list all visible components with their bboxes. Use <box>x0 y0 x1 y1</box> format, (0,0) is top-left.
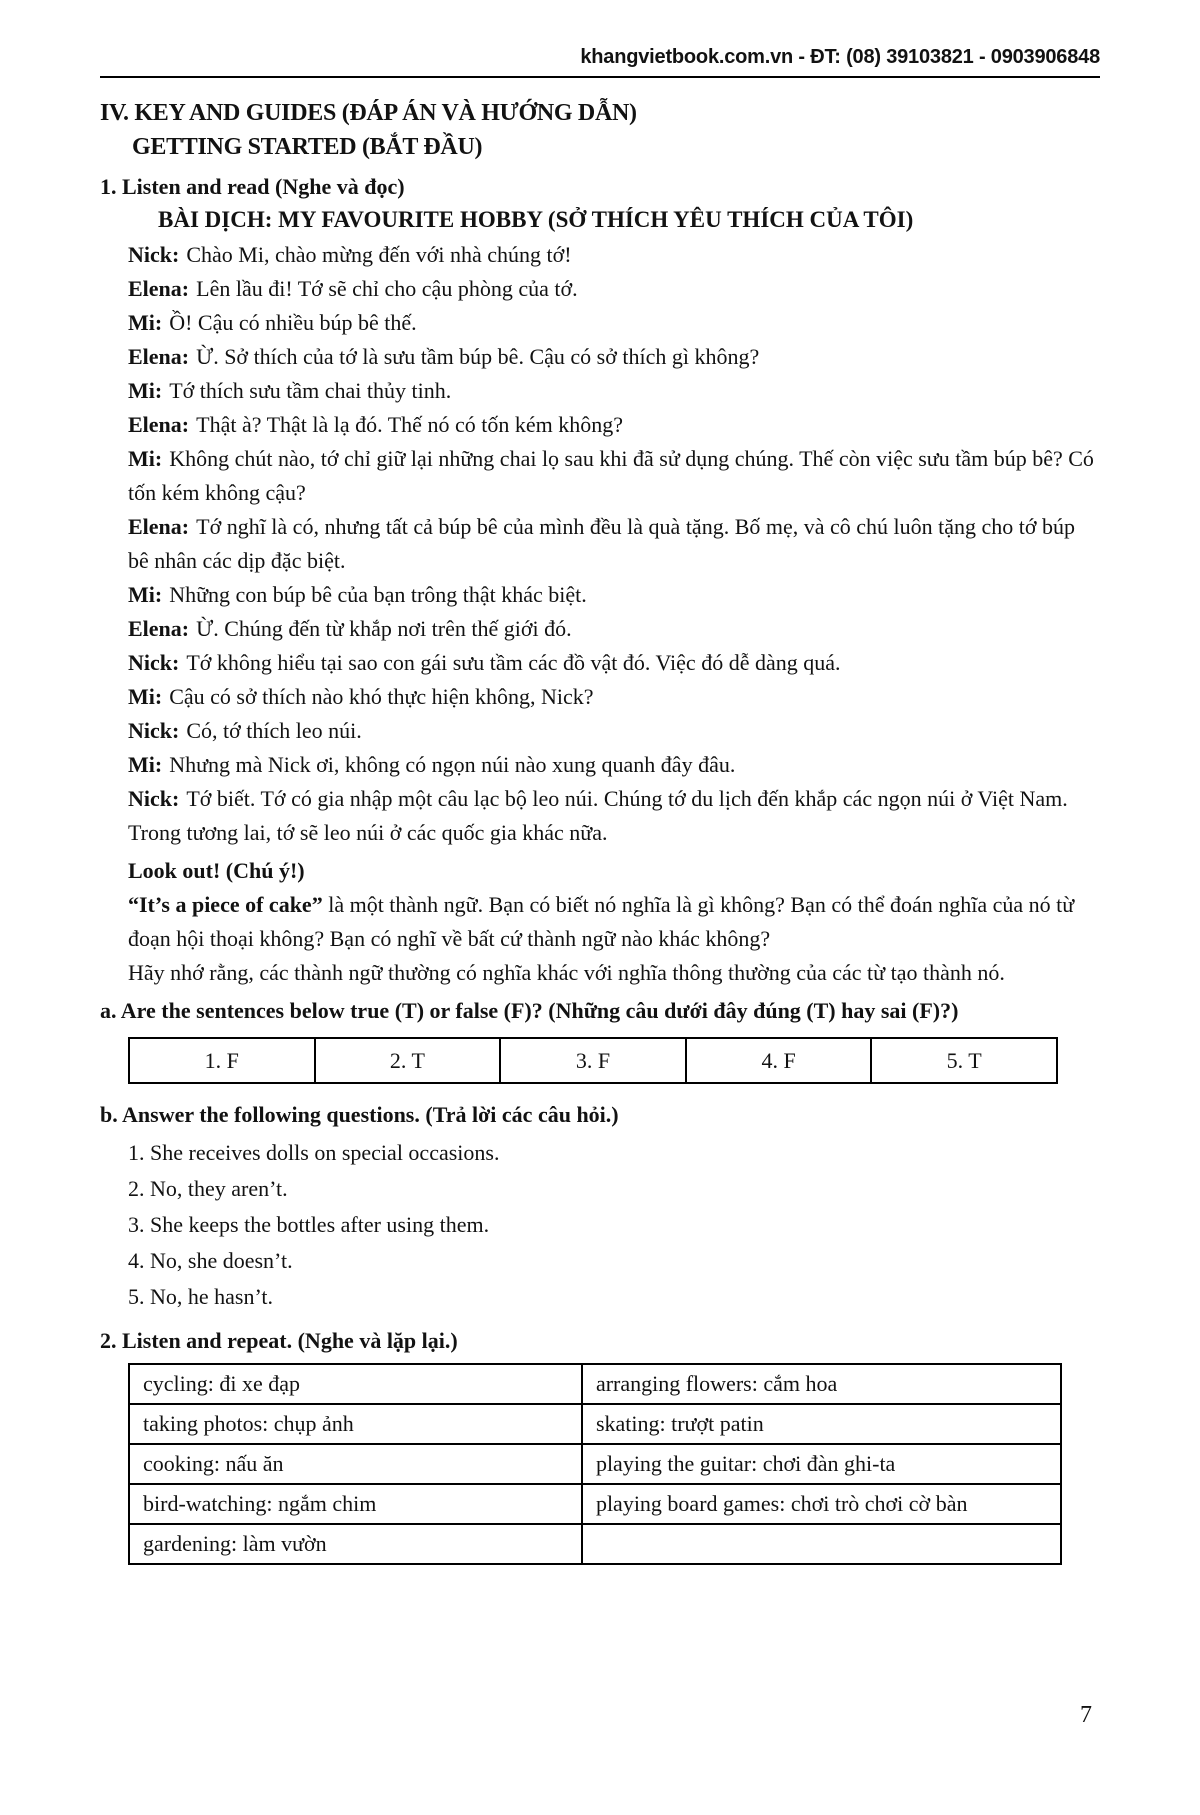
dialogue-line <box>128 238 1100 272</box>
vocab-cell-right: playing the guitar: chơi đàn ghi-ta <box>582 1444 1061 1484</box>
sub-heading: GETTING STARTED (BẮT ĐẦU) <box>132 134 483 160</box>
dialogue-line <box>128 442 1100 510</box>
lookout-label: Look out! (Chú ý!) <box>128 858 305 883</box>
dialogue-line <box>128 408 1100 442</box>
dialogue-text: Thật à? Thật là lạ đó. Thế nó có tốn kém không? <box>196 412 623 437</box>
dialogue-line <box>128 782 1100 850</box>
speaker-name: Elena: <box>128 514 190 539</box>
idiom-phrase: “It’s a piece of cake” <box>128 892 323 917</box>
header-contact-text: khangvietbook.com.vn - ĐT: (08) 39103821 - 0903906848 <box>580 46 1100 68</box>
dialogue-line <box>128 306 1100 340</box>
dialogue-text: Ừ. Sở thích của tớ là sưu tầm búp bê. Cậu có sở thích gì không? <box>196 344 760 369</box>
tf-answer-cell-2: 2. T <box>315 1038 501 1083</box>
true-false-answer-table <box>128 1037 1058 1084</box>
dialogue-text: Tớ biết. Tớ có gia nhập một câu lạc bộ leo núi. Chúng tớ du lịch đến khắp các ngọn núi ở Việt Nam. Trong tương lai, tớ sẽ leo núi ở các quốc gia khác nữa. <box>128 786 1068 845</box>
vocab-cell-right: skating: trượt patin <box>582 1404 1061 1444</box>
section-a-label: a. Are the sentences below true (T) or false (F)? (Những câu dưới đây đúng (T) hay sai (F)?) <box>100 998 959 1023</box>
dialogue-text: Ồ! Cậu có nhiều búp bê thế. <box>169 310 417 335</box>
answer-line: 4. No, she doesn’t. <box>128 1248 293 1273</box>
speaker-name: Nick: <box>128 650 180 675</box>
dialogue-text: Tớ không hiểu tại sao con gái sưu tầm các đồ vật đó. Việc đó dễ dàng quá. <box>186 650 841 675</box>
vocab-cell-left: cooking: nấu ăn <box>129 1444 582 1484</box>
speaker-name: Nick: <box>128 718 180 743</box>
idiom-paragraph <box>128 888 1100 956</box>
speaker-name: Mi: <box>128 582 163 607</box>
tf-answer-cell-4: 4. F <box>686 1038 872 1083</box>
idiom-explanation: là một thành ngữ. Bạn có biết nó nghĩa là gì không? Bạn có thể đoán nghĩa của nó từ đoạn hội thoại không? Bạn có nghĩ về bất cứ thành ngữ nào khác không? <box>128 892 1075 951</box>
task2-label: 2. Listen and repeat. (Nghe và lặp lại.) <box>100 1328 458 1353</box>
dialogue-text: Những con búp bê của bạn trông thật khác biệt. <box>169 582 587 607</box>
dialogue-text: Có, tớ thích leo núi. <box>186 718 362 743</box>
dialogue-line <box>128 714 1100 748</box>
speaker-name: Mi: <box>128 684 163 709</box>
vocab-cell-left: gardening: làm vườn <box>129 1524 582 1564</box>
dialogue-line <box>128 340 1100 374</box>
speaker-name: Elena: <box>128 344 190 369</box>
tf-answer-cell-1: 1. F <box>129 1038 315 1083</box>
speaker-name: Elena: <box>128 616 190 641</box>
vocab-cell-left: taking photos: chụp ảnh <box>129 1404 582 1444</box>
vocabulary-table <box>128 1363 1062 1565</box>
table-row <box>129 1444 1061 1484</box>
section-b-label: b. Answer the following questions. (Trả lời các câu hỏi.) <box>100 1102 619 1127</box>
dialogue-text: Lên lầu đi! Tớ sẽ chỉ cho cậu phòng của tớ. <box>196 276 578 301</box>
speaker-name: Mi: <box>128 310 163 335</box>
table-row <box>129 1038 1057 1083</box>
dialogue-text: Không chút nào, tớ chỉ giữ lại những chai lọ sau khi đã sử dụng chúng. Thế còn việc sưu tầm búp bê? Có tốn kém không cậu? <box>128 446 1094 505</box>
speaker-name: Mi: <box>128 378 163 403</box>
table-row <box>129 1484 1061 1524</box>
page-number: 7 <box>1080 1702 1092 1728</box>
question-answers-block <box>100 1135 1100 1315</box>
tf-answer-cell-5: 5. T <box>871 1038 1057 1083</box>
dialogue-block <box>100 238 1100 850</box>
speaker-name: Mi: <box>128 752 163 777</box>
dialogue-text: Nhưng mà Nick ơi, không có ngọn núi nào xung quanh đây đâu. <box>169 752 736 777</box>
table-row <box>129 1404 1061 1444</box>
tf-answer-cell-3: 3. F <box>500 1038 686 1083</box>
speaker-name: Nick: <box>128 242 180 267</box>
main-heading: IV. KEY AND GUIDES (ĐÁP ÁN VÀ HƯỚNG DẪN) <box>100 100 637 126</box>
table-row <box>129 1524 1061 1564</box>
vocab-cell-left: cycling: đi xe đạp <box>129 1364 582 1404</box>
speaker-name: Mi: <box>128 446 163 471</box>
vocab-cell-right: arranging flowers: cắm hoa <box>582 1364 1061 1404</box>
dialogue-text: Ừ. Chúng đến từ khắp nơi trên thế giới đó. <box>196 616 572 641</box>
answer-line: 1. She receives dolls on special occasions. <box>128 1140 500 1165</box>
page-header <box>100 46 1100 78</box>
translation-title: BÀI DỊCH: MY FAVOURITE HOBBY (SỞ THÍCH YÊU THÍCH CỦA TÔI) <box>158 207 914 232</box>
vocab-cell-right <box>582 1524 1061 1564</box>
dialogue-line <box>128 680 1100 714</box>
task1-label: 1. Listen and read (Nghe và đọc) <box>100 174 405 199</box>
dialogue-line <box>128 646 1100 680</box>
vocab-cell-right: playing board games: chơi trò chơi cờ bàn <box>582 1484 1061 1524</box>
dialogue-text: Cậu có sở thích nào khó thực hiện không, Nick? <box>169 684 594 709</box>
remember-note: Hãy nhớ rằng, các thành ngữ thường có nghĩa khác với nghĩa thông thường của các từ tạo thành nó. <box>128 960 1005 985</box>
answer-line: 5. No, he hasn’t. <box>128 1284 274 1309</box>
table-row <box>129 1364 1061 1404</box>
dialogue-line <box>128 612 1100 646</box>
answer-line: 2. No, they aren’t. <box>128 1176 288 1201</box>
speaker-name: Elena: <box>128 276 190 301</box>
speaker-name: Nick: <box>128 786 180 811</box>
dialogue-text: Tớ nghĩ là có, nhưng tất cả búp bê của mình đều là quà tặng. Bố mẹ, và cô chú luôn tặng cho tớ búp bê nhân các dịp đặc biệt. <box>128 514 1076 573</box>
dialogue-line <box>128 510 1100 578</box>
speaker-name: Elena: <box>128 412 190 437</box>
dialogue-text: Chào Mi, chào mừng đến với nhà chúng tớ! <box>186 242 572 267</box>
dialogue-line <box>128 578 1100 612</box>
answer-line: 3. She keeps the bottles after using them. <box>128 1212 490 1237</box>
dialogue-line <box>128 374 1100 408</box>
dialogue-line <box>128 272 1100 306</box>
dialogue-line <box>128 748 1100 782</box>
vocab-cell-left: bird-watching: ngắm chim <box>129 1484 582 1524</box>
dialogue-text: Tớ thích sưu tầm chai thủy tinh. <box>169 378 452 403</box>
